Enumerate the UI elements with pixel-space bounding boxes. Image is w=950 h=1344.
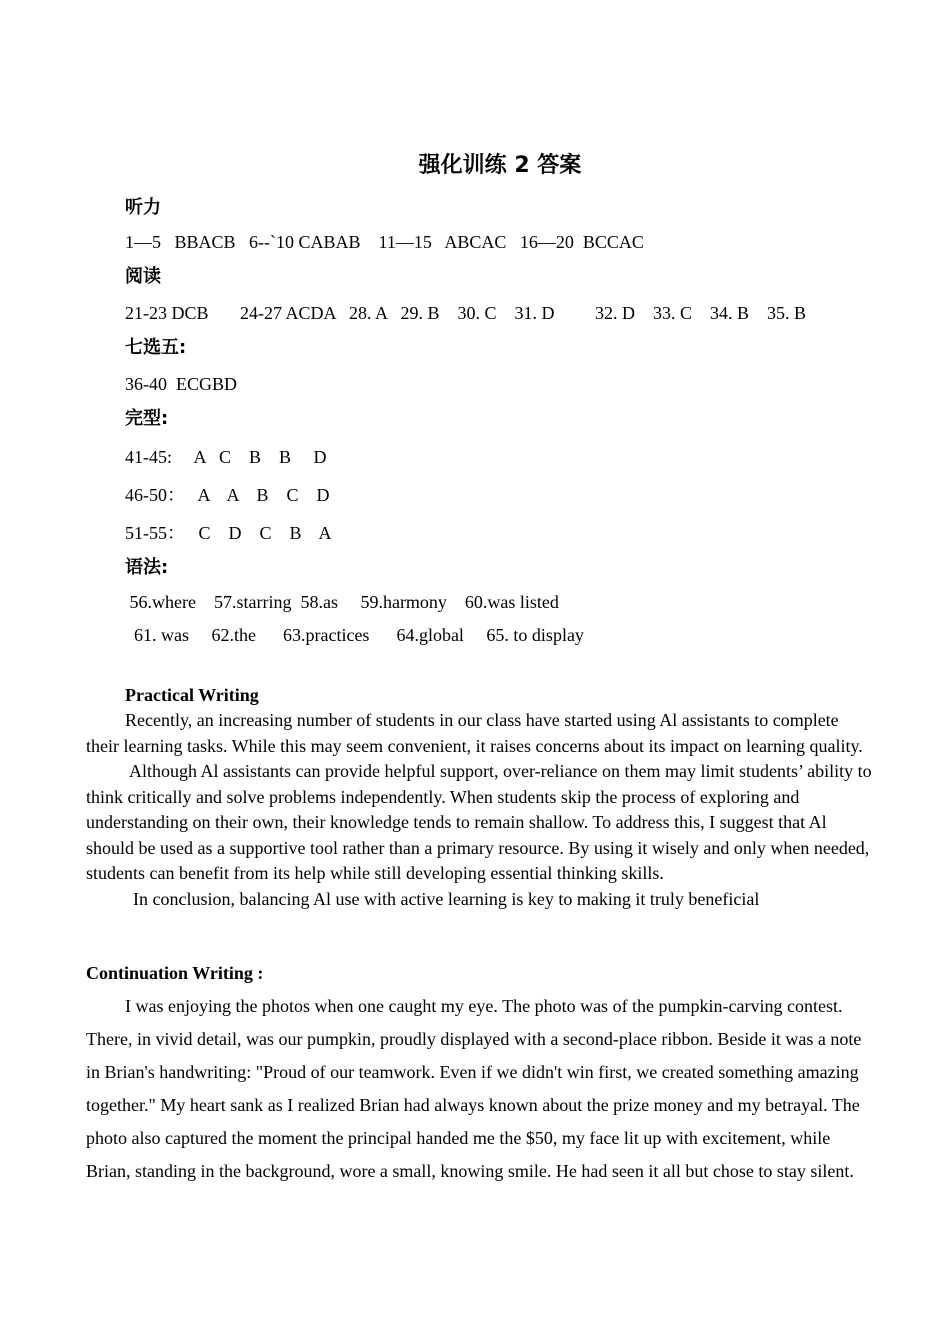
grammar-heading: 语法: bbox=[125, 557, 169, 578]
essay-paragraph: In conclusion, balancing Al use with active learning is key to making it truly beneficial bbox=[133, 888, 760, 909]
listening-heading: 听力 bbox=[125, 197, 161, 218]
listening-answers: 1—5 BBACB 6--`10 CABAB 11—15 ABCAC 16—20 BCCAC bbox=[125, 232, 644, 252]
cloze-answers-line: 51-55： C D C B A bbox=[125, 523, 332, 543]
continuation-writing-body bbox=[86, 990, 876, 1188]
seven-choose-five-heading: 七选五: bbox=[125, 337, 187, 358]
grammar-answers-line: 56.where 57.starring 58.as 59.harmony 60.was listed bbox=[125, 592, 559, 612]
continuation-writing-heading: Continuation Writing : bbox=[86, 963, 264, 983]
seven-choose-five-answers: 36-40 ECGBD bbox=[125, 374, 237, 394]
page-title: 强化训练 2 答案 bbox=[418, 153, 582, 178]
cloze-heading: 完型: bbox=[125, 408, 169, 429]
grammar-answers-line: 61. was 62.the 63.practices 64.global 65. to display bbox=[125, 625, 584, 645]
essay-paragraph: I was enjoying the photos when one caught my eye. The photo was of the pumpkin-carving contest. There, in vivid detail, was our pumpkin, proudly displayed with a second-place ribbon. Beside it was a note in Brian's handwriting: "Proud of our teamwork. Even if we didn't win first, we created something amazing together." My heart sank as I realized Brian had always known about the prize money and my betrayal. The photo also captured the moment the principal handed me the $50, my face lit up with excitement, while Brian, standing in the background, wore a small, knowing smile. He had seen it all but chose to stay silent. bbox=[86, 996, 862, 1181]
practical-writing-heading: Practical Writing bbox=[125, 685, 259, 705]
cloze-answers-line: 41-45: A C B B D bbox=[125, 447, 327, 467]
essay-paragraph: Recently, an increasing number of students in our class have started using Al assistants to complete their learning tasks. While this may seem convenient, it raises concerns about its impact on learning quality. bbox=[86, 710, 863, 756]
reading-heading: 阅读 bbox=[125, 266, 161, 287]
cloze-answers-line: 46-50： A A B C D bbox=[125, 485, 330, 505]
practical-writing-body bbox=[86, 708, 876, 912]
essay-paragraph: Although Al assistants can provide helpful support, over-reliance on them may limit students’ ability to think critically and solve problems independently. When students skip the process of exploring and understanding on their own, their knowledge tends to remain shallow. To address this, I suggest that Al should be used as a supportive tool rather than a primary resource. By using it wisely and only when needed, students can benefit from its help while still developing essential thinking skills. bbox=[86, 761, 872, 883]
reading-answers: 21-23 DCB 24-27 ACDA 28. A 29. B 30. C 31. D 32. D 33. C 34. B 35. B bbox=[125, 303, 807, 323]
